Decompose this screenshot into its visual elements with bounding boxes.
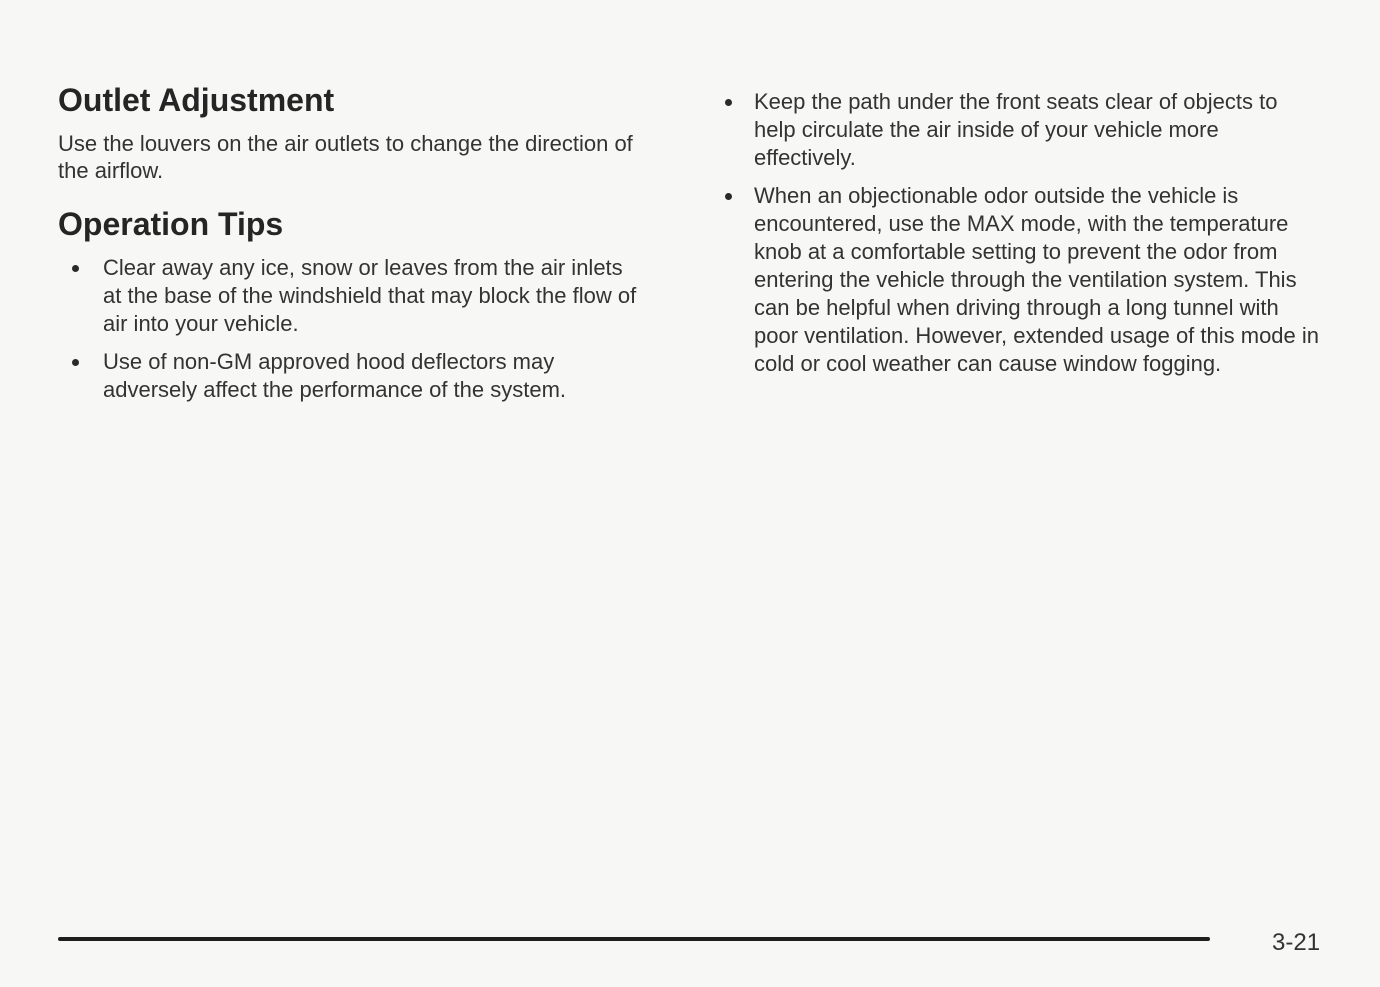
left-column (58, 80, 638, 414)
heading-outlet-adjustment: Outlet Adjustment (58, 82, 335, 118)
operation-tips-list-right (720, 88, 1320, 378)
operation-tips-list-left (58, 254, 638, 404)
list-item (58, 254, 638, 338)
tip-text: When an objectionable odor outside the vehicle is encountered, use the MAX mode, with the temperature knob at a comfortable setting to prevent the odor from entering the vehicle through the ventilation system. This can be helpful when driving through a long tunnel with poor ventilation. However, extended usage of this mode in cold or cool weather can cause window fogging. (754, 183, 1320, 376)
bullet-icon (725, 193, 732, 200)
bullet-icon (72, 265, 79, 272)
bullet-icon (725, 99, 732, 106)
page-number: 3-21 (1272, 929, 1321, 956)
tip-text: Clear away any ice, snow or leaves from the air inlets at the base of the windshield that may block the flow of air into your vehicle. (103, 255, 637, 336)
tip-text: Use of non-GM approved hood deflectors may adversely affect the performance of the system. (103, 349, 567, 402)
list-item (58, 348, 638, 404)
list-item (720, 88, 1320, 172)
right-column (720, 88, 1320, 388)
list-item (720, 182, 1320, 378)
bullet-icon (72, 359, 79, 366)
footer-divider (58, 937, 1210, 941)
tip-text: Keep the path under the front seats clear of objects to help circulate the air inside of your vehicle more effectively. (754, 89, 1278, 170)
outlet-adjustment-paragraph: Use the louvers on the air outlets to change the direction of the airflow. (58, 131, 633, 183)
heading-operation-tips: Operation Tips (58, 206, 284, 242)
